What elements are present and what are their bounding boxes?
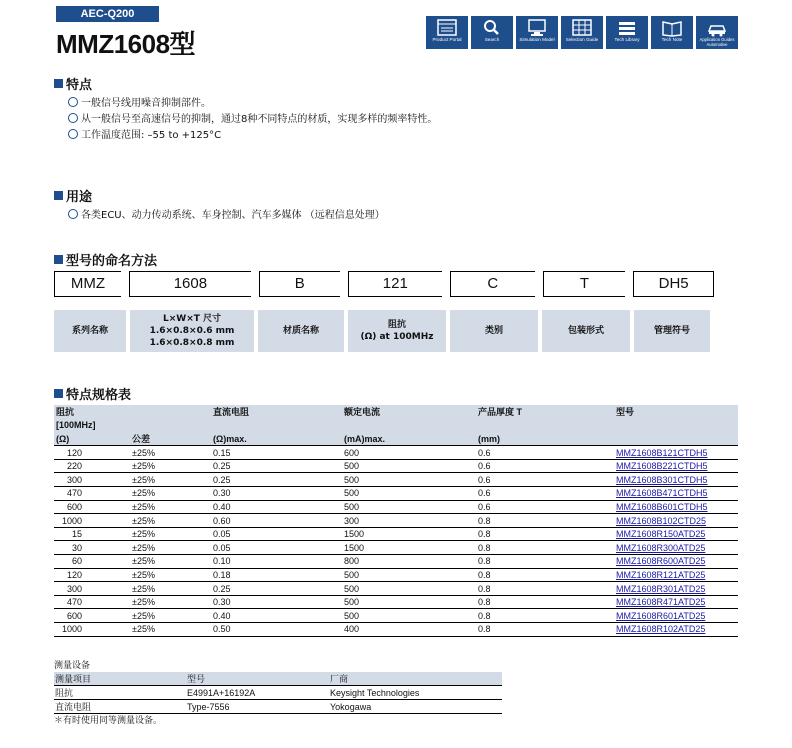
spec-heading: 特点规格表 — [54, 384, 131, 403]
spec-header-cell: (Ω) — [54, 432, 130, 446]
tech-note-icon — [661, 19, 683, 37]
spec-header-cell: 额定电流 — [342, 405, 476, 419]
circle-bullet-icon — [68, 209, 78, 219]
code-material: B — [259, 271, 340, 297]
part-number-link[interactable]: MMZ1608R102ATD25 — [616, 624, 706, 635]
code-management: DH5 — [633, 271, 714, 297]
tech-library-button[interactable]: Tech Library — [606, 16, 648, 49]
table-row: 直流电阻 Type-7556 Yokogawa — [54, 700, 502, 714]
part-number-codes — [54, 271, 714, 297]
desc-material: 材质名称 — [258, 310, 344, 352]
application-item: 各类ECU、动力传动系统、车身控制、汽车多媒体 （远程信息处理） — [68, 208, 385, 224]
spec-header-cell — [342, 419, 476, 433]
spec-header-cell — [614, 432, 738, 446]
spec-header-cell: (mm) — [476, 432, 614, 446]
spec-header-cell: 产品厚度 T — [476, 405, 614, 419]
spec-header-cell — [614, 419, 738, 433]
part-number-link[interactable]: MMZ1608R471ATD25 — [616, 597, 706, 608]
selection-guide-icon — [571, 19, 593, 37]
meas-col-item: 测量项目 — [54, 672, 186, 686]
part-number-link[interactable]: MMZ1608B102CTD25 — [616, 515, 707, 526]
part-number-link[interactable]: MMZ1608B471CTDH5 — [616, 488, 708, 499]
spec-header-cell: 公差 — [130, 432, 211, 446]
part-number-link[interactable]: MMZ1608B121CTDH5 — [616, 447, 708, 458]
table-row: 300 ±25% 0.25 500 0.6 MMZ1608B301CTDH5 — [54, 473, 738, 487]
feature-item: 一般信号线用噪音抑制部件。 — [68, 96, 437, 112]
code-impedance: 121 — [348, 271, 442, 297]
features-list — [68, 96, 437, 144]
table-row: 阻抗 E4991A+16192A Keysight Technologies — [54, 686, 502, 700]
simulation-model-button[interactable]: Simulation Model — [516, 16, 558, 49]
search-button[interactable]: Search — [471, 16, 513, 49]
aec-q200-badge: AEC-Q200 — [56, 6, 159, 22]
circle-bullet-icon — [68, 97, 78, 107]
table-row: 600 ±25% 0.40 500 0.6 MMZ1608B601CTDH5 — [54, 500, 738, 514]
part-number-link[interactable]: MMZ1608B221CTDH5 — [616, 461, 708, 472]
table-row: 120 ±25% 0.15 600 0.6 MMZ1608B121CTDH5 — [54, 446, 738, 460]
product-portal-icon — [436, 19, 458, 37]
desc-management: 管理符号 — [634, 310, 710, 352]
tech-library-icon — [616, 19, 638, 37]
spec-header-row — [54, 432, 738, 446]
part-number-link[interactable]: MMZ1608R301ATD25 — [616, 583, 706, 594]
table-row: 30 ±25% 0.05 1500 0.8 MMZ1608R300ATD25 — [54, 541, 738, 555]
features-heading: 特点 — [54, 74, 92, 93]
table-row: 470 ±25% 0.30 500 0.6 MMZ1608B471CTDH5 — [54, 487, 738, 501]
part-number-link[interactable]: MMZ1608R600ATD25 — [616, 556, 706, 567]
spec-header-cell — [211, 419, 342, 433]
desc-packaging: 包装形式 — [542, 310, 630, 352]
part-number-link[interactable]: MMZ1608R121ATD25 — [616, 569, 706, 580]
applications-heading: 用途 — [54, 186, 92, 205]
page-title: MMZ1608型 — [56, 29, 196, 59]
part-number-link[interactable]: MMZ1608R601ATD25 — [616, 610, 706, 621]
simulation-model-icon — [526, 19, 548, 37]
code-category: C — [450, 271, 535, 297]
circle-bullet-icon — [68, 129, 78, 139]
product-portal-button[interactable]: Product Portal — [426, 16, 468, 49]
spec-header-cell: 阻抗 — [54, 405, 130, 419]
circle-bullet-icon — [68, 113, 78, 123]
applications-list — [68, 208, 385, 224]
tech-note-button[interactable]: Tech Note — [651, 16, 693, 49]
spec-header-row — [54, 405, 738, 419]
selection-guide-button[interactable]: Selection Guide — [561, 16, 603, 49]
feature-item: 从一般信号至高速信号的抑制，通过8种不同特点的材质，实现多样的频率特性。 — [68, 112, 437, 128]
desc-category: 类别 — [450, 310, 538, 352]
table-row: 220 ±25% 0.25 500 0.6 MMZ1608B221CTDH5 — [54, 459, 738, 473]
part-number-link[interactable]: MMZ1608R150ATD25 — [616, 529, 706, 540]
desc-size: L×W×T 尺寸 1.6×0.8×0.6 mm 1.6×0.8×0.8 mm — [130, 310, 254, 352]
spec-header-cell: 直流电阻 — [211, 405, 342, 419]
part-number-link[interactable]: MMZ1608B601CTDH5 — [616, 501, 708, 512]
part-number-link[interactable]: MMZ1608R300ATD25 — [616, 542, 706, 553]
spec-header-cell — [130, 405, 211, 419]
measurement-table — [54, 672, 502, 714]
application-guide-button[interactable]: Application Guides Automotive — [696, 16, 738, 49]
table-row: 1000 ±25% 0.60 300 0.8 MMZ1608B102CTD25 — [54, 514, 738, 528]
resource-icon-bar — [426, 16, 738, 49]
feature-item: 工作温度范围: –55 to +125°C — [68, 128, 437, 144]
application-guide-icon — [706, 19, 728, 37]
part-number-descriptions — [54, 310, 710, 352]
code-packaging: T — [543, 271, 626, 297]
table-row: 600 ±25% 0.40 500 0.8 MMZ1608R601ATD25 — [54, 609, 738, 623]
table-row: 120 ±25% 0.18 500 0.8 MMZ1608R121ATD25 — [54, 568, 738, 582]
naming-heading: 型号的命名方法 — [54, 250, 157, 269]
meas-col-maker: 厂商 — [329, 672, 502, 686]
table-row: 60 ±25% 0.10 800 0.8 MMZ1608R600ATD25 — [54, 555, 738, 569]
code-series: MMZ — [54, 271, 121, 297]
desc-series: 系列名称 — [54, 310, 126, 352]
spec-table — [54, 405, 738, 637]
table-row: 300 ±25% 0.25 500 0.8 MMZ1608R301ATD25 — [54, 582, 738, 596]
spec-header-cell — [130, 419, 211, 433]
table-row: 15 ±25% 0.05 1500 0.8 MMZ1608R150ATD25 — [54, 527, 738, 541]
spec-header-cell: (Ω)max. — [211, 432, 342, 446]
search-icon — [481, 19, 503, 37]
spec-header-row — [54, 419, 738, 433]
measurement-heading: 测量设备 — [54, 661, 91, 671]
spec-header-cell: (mA)max. — [342, 432, 476, 446]
part-number-link[interactable]: MMZ1608B301CTDH5 — [616, 474, 708, 485]
spec-header-cell: [100MHz] — [54, 419, 130, 433]
meas-col-model: 型号 — [186, 672, 329, 686]
table-row: 470 ±25% 0.30 500 0.8 MMZ1608R471ATD25 — [54, 595, 738, 609]
code-size: 1608 — [129, 271, 251, 297]
table-row: 1000 ±25% 0.50 400 0.8 MMZ1608R102ATD25 — [54, 623, 738, 637]
spec-header-cell — [476, 419, 614, 433]
desc-impedance: 阻抗 (Ω) at 100MHz — [348, 310, 446, 352]
measurement-note: ＊有时使用同等测量设备。 — [54, 716, 163, 726]
spec-header-cell: 型号 — [614, 405, 738, 419]
